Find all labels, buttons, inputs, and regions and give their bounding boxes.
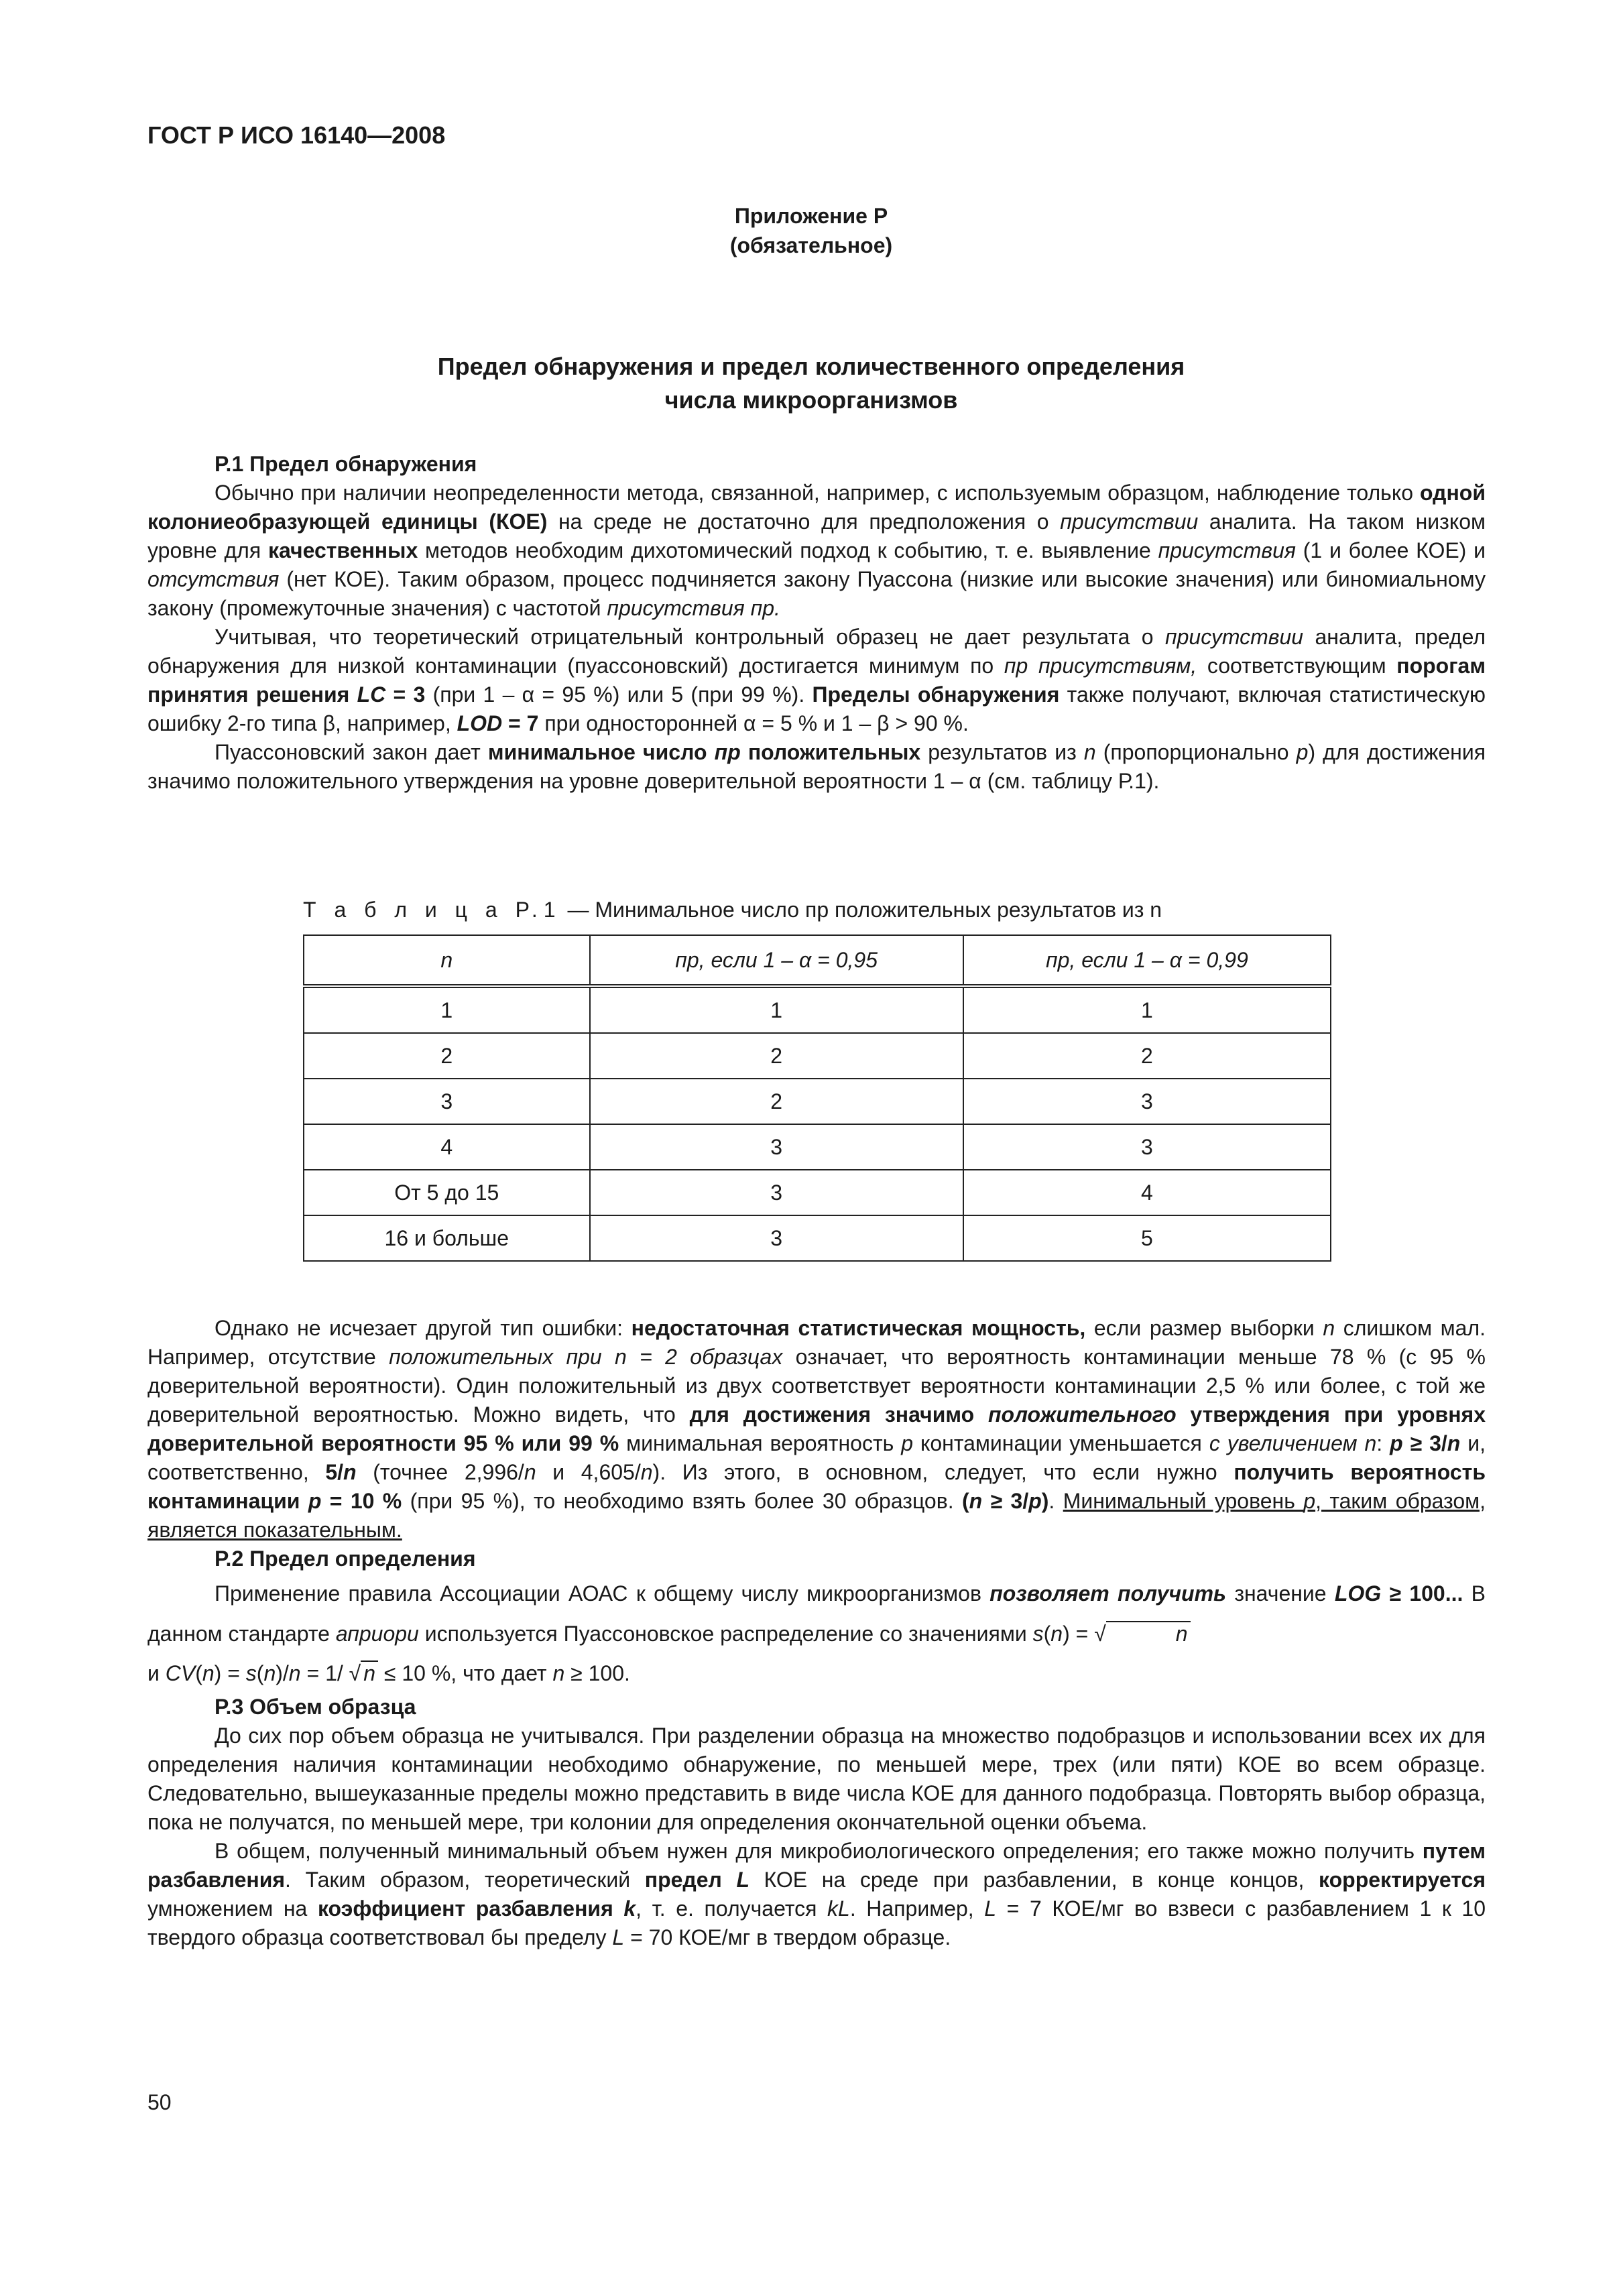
table-cell: 3 bbox=[590, 1170, 963, 1215]
annex-status: (обязательное) bbox=[729, 233, 893, 257]
table-caption-label: Т а б л и ц а Р.1 bbox=[303, 898, 562, 922]
paragraph: Обычно при наличии неопределенности метода, связанной, например, с используемым образцом, наблюдение только одной колониеобразующей единицы (КОЕ) на среде не достаточно для предположения о присутствии аналита. На таком низком уровне для качественных методов необходим дихотомический подход к событию, т. е. выявление присутствия (1 и более КОЕ) и отсутствия (нет КОЕ). Таким образом, процесс подчиняется закону Пуассона (низкие или высокие значения) или биномиальному закону (промежуточные значения) с частотой присутствия пр. bbox=[147, 481, 1486, 620]
table-cell: 16 и больше bbox=[304, 1215, 590, 1261]
table-row bbox=[304, 986, 1331, 1033]
title-line-2: числа микроорганизмов bbox=[664, 386, 958, 414]
paragraph: До сих пор объем образца не учитывался. При разделении образца на множество подобразцов и использовании всех их для определения наличия контаминации необходимо обнаружение, по меньшей мере, трех (или пяти) КОЕ во всем образце. Следовательно, вышеуказанные пределы можно представить в виде числа КОЕ для данного подобразца. Повторять выбор образца, пока не получатся, по меньшей мере, три колонии для определения окончательной оценки объема. bbox=[147, 1724, 1486, 1834]
table-cell: 1 bbox=[963, 986, 1331, 1033]
table-caption bbox=[303, 895, 1162, 924]
table-row bbox=[304, 1215, 1331, 1261]
paragraph: Однако не исчезает другой тип ошибки: недостаточная статистическая мощность, если размер выборки n слишком мал. Например, отсутствие положительных при n = 2 образцах означает, что вероятность контаминации меньше 78 % (с 95 % доверительной вероятности). Один положительный из двух соответствует вероятности контаминации 2,5 % или более, с той же доверительной вероятностью. Можно видеть, что для достижения значимо положительного утверждения при уровнях доверительной вероятности 95 % или 99 % минимальная вероятность p контаминации уменьшается с увеличением n: p ≥ 3/n и, соответственно, 5/n (точнее 2,996/n и 4,605/n). Из этого, в основном, следует, что если нужно получить вероятность контаминации p = 10 % (при 95 %), то необходимо взять более 30 образцов. (n ≥ 3/p). Минимальный уровень p, таким образом, является показательным. bbox=[147, 1316, 1486, 1542]
paragraph: Учитывая, что теоретический отрицательный контрольный образец не дает результата о присутствии аналита, предел обнаружения для низкой контаминации (пуассоновский) достигается минимум по пр присутствиям, соответствующим порогам принятия решения LC = 3 (при 1 – α = 95 %) или 5 (при 99 %). Пределы обнаружения также получают, включая статистическую ошибку 2-го типа β, например, LOD = 7 при односторонней α = 5 % и 1 – β > 90 %. bbox=[147, 625, 1486, 735]
table-cell: 3 bbox=[590, 1215, 963, 1261]
section-heading: Р.1 Предел обнаружения bbox=[215, 452, 477, 476]
table-caption-text: — Минимальное число пр положительных результатов из n bbox=[561, 898, 1162, 922]
data-table bbox=[303, 934, 1331, 1262]
table-cell: 4 bbox=[963, 1170, 1331, 1215]
table-row bbox=[304, 1079, 1331, 1124]
table-cell: 2 bbox=[304, 1033, 590, 1079]
document-header: ГОСТ Р ИСО 16140—2008 bbox=[147, 121, 446, 149]
table-cell: 1 bbox=[590, 986, 963, 1033]
table-cell: 4 bbox=[304, 1124, 590, 1170]
paragraph: Пуассоновский закон дает минимальное число пр положительных результатов из n (пропорционально p) для достижения значимо положительного утверждения на уровне доверительной вероятности 1 – α (см. таблицу Р.1). bbox=[147, 740, 1486, 793]
table-cell: 3 bbox=[590, 1124, 963, 1170]
column-header: пр, если 1 – α = 0,99 bbox=[963, 935, 1331, 986]
page-title bbox=[147, 350, 1475, 417]
paragraph: и CV(n) = s(n)/n = 1/ √ n ≤ 10 %, что дает n ≥ 100. bbox=[147, 1661, 630, 1685]
table-cell: 3 bbox=[963, 1124, 1331, 1170]
table-row bbox=[304, 1124, 1331, 1170]
column-header: пр, если 1 – α = 0,95 bbox=[590, 935, 963, 986]
page-number: 50 bbox=[147, 2090, 172, 2114]
table-cell: 1 bbox=[304, 986, 590, 1033]
table-cell: 3 bbox=[963, 1079, 1331, 1124]
annex-heading bbox=[147, 201, 1475, 260]
table-cell: 3 bbox=[304, 1079, 590, 1124]
paragraph: В общем, полученный минимальный объем нужен для микробиологического определения; его также можно получить путем разбавления. Таким образом, теоретический предел L КОЕ на среде при разбавлении, в конце концов, корректируется умножением на коэффициент разбавления k, т. е. получается kL. Например, L = 7 КОЕ/мг во взвеси с разбавлением 1 к 10 твердого образца соответствовал бы пределу L = 70 КОЕ/мг в твердом образце. bbox=[147, 1839, 1486, 1949]
table-cell: 2 bbox=[963, 1033, 1331, 1079]
annex-label: Приложение Р bbox=[734, 204, 888, 228]
table-row bbox=[304, 1033, 1331, 1079]
table-cell: 2 bbox=[590, 1033, 963, 1079]
section-heading: Р.3 Объем образца bbox=[215, 1695, 416, 1719]
table-cell: 2 bbox=[590, 1079, 963, 1124]
table-row bbox=[304, 1170, 1331, 1215]
title-line-1: Предел обнаружения и предел количественного определения bbox=[437, 353, 1185, 380]
paragraph: Применение правила Ассоциации АОАС к общему числу микроорганизмов позволяет получить значение LOG ≥ 100... В данном стандарте априори используется Пуассоновское распределение со значениями s(n) = √ n bbox=[147, 1581, 1486, 1646]
table-cell: 5 bbox=[963, 1215, 1331, 1261]
section-p1 bbox=[147, 450, 1486, 796]
table-header-row bbox=[304, 935, 1331, 986]
section-p1-continued bbox=[147, 1314, 1486, 1952]
column-header: n bbox=[304, 935, 590, 986]
section-heading: Р.2 Предел определения bbox=[215, 1547, 476, 1571]
table-cell: От 5 до 15 bbox=[304, 1170, 590, 1215]
